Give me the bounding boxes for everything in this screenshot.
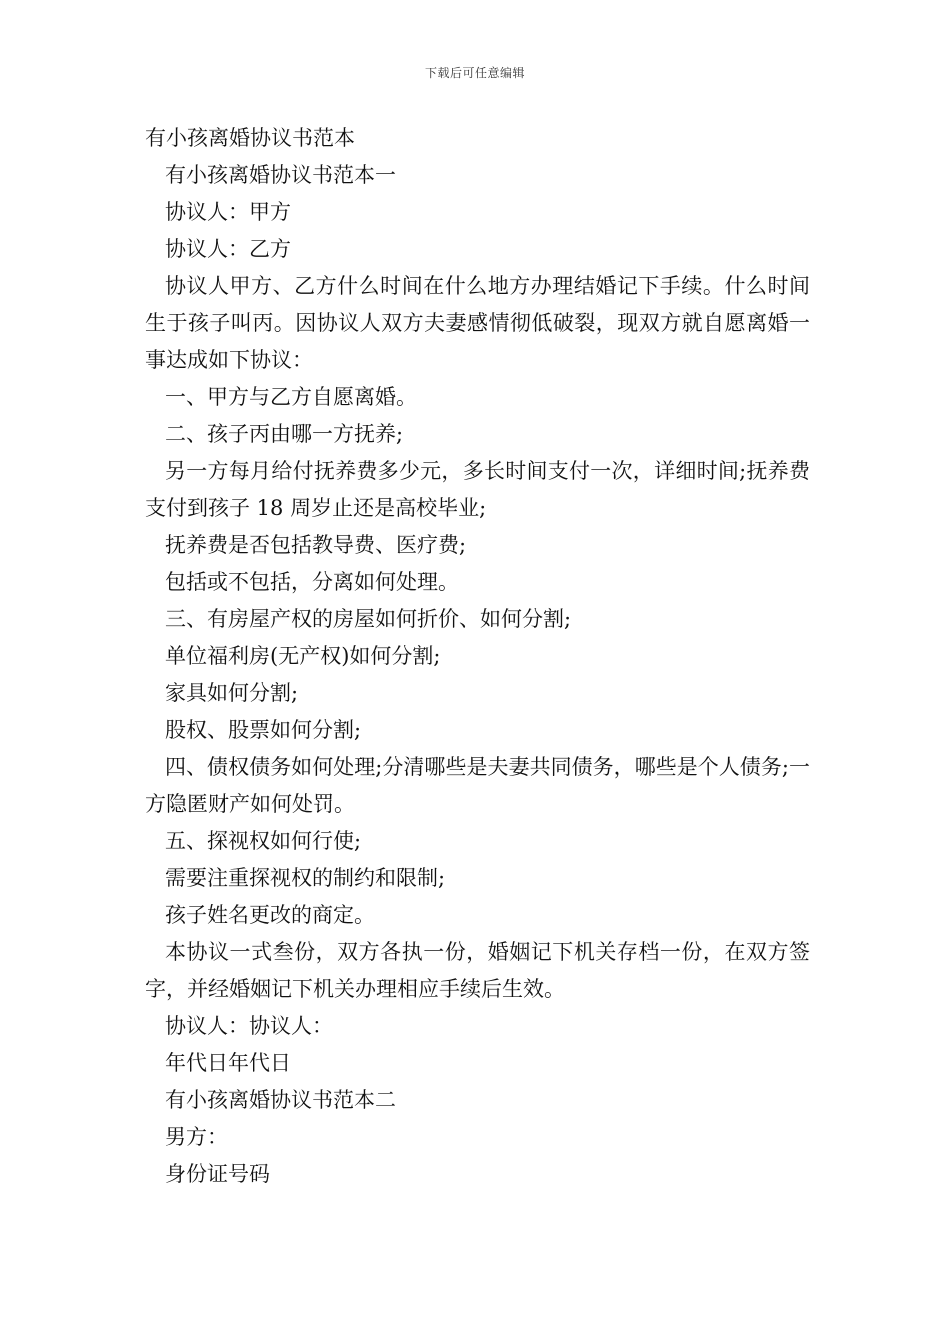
paragraph: 包括或不包括，分离如何处理。 xyxy=(165,570,459,594)
paragraph: 三、有房屋产权的房屋如何折价、如何分割; xyxy=(165,607,572,631)
paragraph: 协议人：协议人： xyxy=(165,1014,333,1038)
paragraph: 有小孩离婚协议书范本二 xyxy=(165,1088,396,1112)
paragraph: 协议人：乙方 xyxy=(165,237,291,261)
paragraph: 四、债权债务如何处理;分清哪些是夫妻共同债务，哪些是个人债务;一方隐匿财产如何处罚。 xyxy=(145,755,810,816)
paragraph: 年代日年代日 xyxy=(165,1051,291,1075)
paragraph: 股权、股票如何分割; xyxy=(165,718,362,742)
paragraph: 二、孩子丙由哪一方抚养; xyxy=(165,422,404,446)
paragraph: 协议人：甲方 xyxy=(165,200,291,224)
page-header-note: 下载后可任意编辑 xyxy=(424,66,525,80)
document-body xyxy=(145,120,810,1193)
paragraph: 身份证号码 xyxy=(165,1162,270,1186)
paragraph: 单位福利房(无产权)如何分割; xyxy=(165,644,441,668)
paragraph: 家具如何分割; xyxy=(165,681,299,705)
document-title: 有小孩离婚协议书范本 xyxy=(145,126,355,150)
paragraph: 一、甲方与乙方自愿离婚。 xyxy=(165,385,417,409)
paragraph: 需要注重探视权的制约和限制; xyxy=(165,866,446,890)
paragraph: 有小孩离婚协议书范本一 xyxy=(165,163,396,187)
paragraph: 五、探视权如何行使; xyxy=(165,829,362,853)
paragraph: 抚养费是否包括教导费、医疗费; xyxy=(165,533,467,557)
paragraph: 本协议一式叁份，双方各执一份，婚姻记下机关存档一份，在双方签字，并经婚姻记下机关办理相应手续后生效。 xyxy=(145,940,810,1001)
paragraph: 协议人甲方、乙方什么时间在什么地方办理结婚记下手续。什么时间生于孩子叫丙。因协议人双方夫妻感情彻低破裂，现双方就自愿离婚一事达成如下协议： xyxy=(145,274,810,372)
paragraph: 孩子姓名更改的商定。 xyxy=(165,903,375,927)
paragraph: 男方： xyxy=(165,1125,228,1149)
paragraph: 另一方每月给付抚养费多少元，多长时间支付一次，详细时间;抚养费支付到孩子 18 周岁止还是高校毕业; xyxy=(145,459,810,520)
